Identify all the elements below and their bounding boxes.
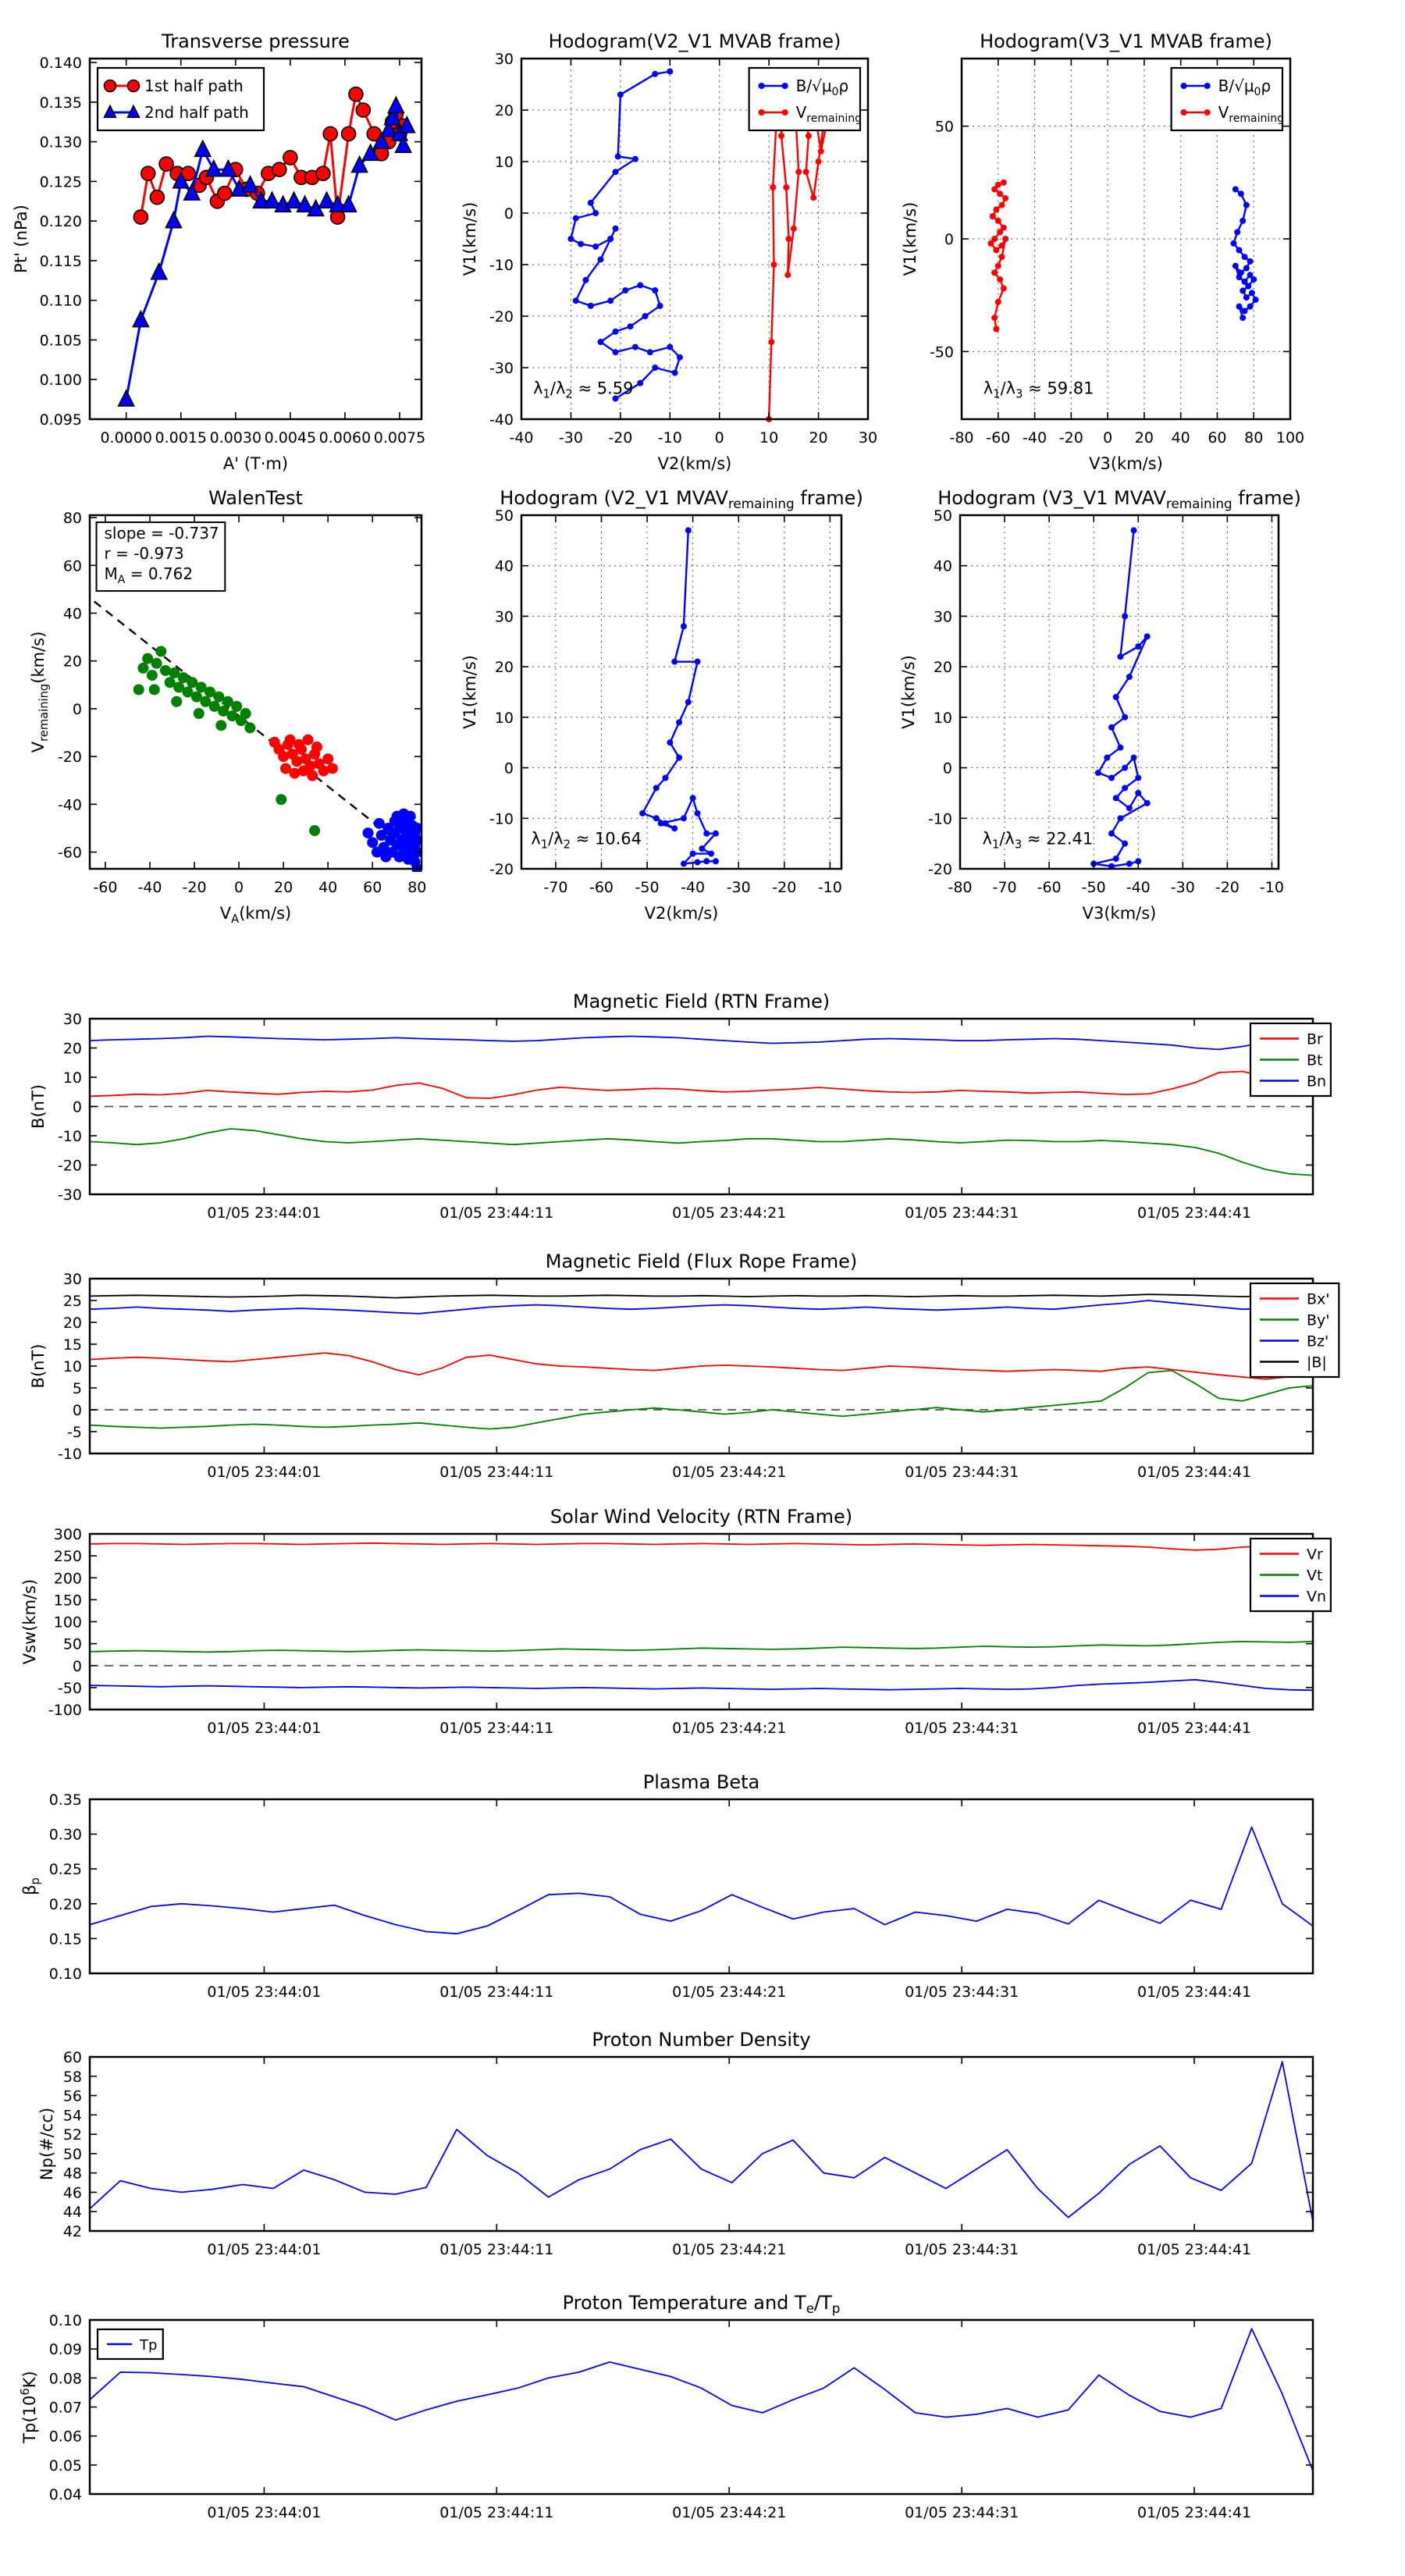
svg-text:-10: -10 (817, 879, 842, 896)
svg-text:-50: -50 (1081, 879, 1106, 896)
svg-text:80: 80 (1244, 429, 1264, 447)
svg-text:01/05 23:44:11: 01/05 23:44:11 (439, 2504, 554, 2521)
plasma-beta-series (90, 1827, 1313, 1934)
plot-proton-temperature (19, 2292, 1313, 2521)
svg-text:0: 0 (72, 700, 82, 718)
svg-text:Bx': Bx' (1307, 1290, 1330, 1308)
svg-text:10: 10 (494, 154, 514, 171)
svg-text:0.08: 0.08 (48, 2370, 82, 2388)
svg-text:250: 250 (53, 1548, 82, 1566)
plot-magnetic-field-rtn (29, 991, 1327, 1222)
svg-text:-60: -60 (93, 879, 118, 896)
svg-text:Vremaining: $V_{remaining}$ (1218, 103, 1285, 125)
svg-text:10: 10 (494, 709, 514, 727)
svg-text:20: 20 (809, 429, 828, 447)
mag-rtn-series (90, 1037, 1313, 1176)
svg-text:0.20: 0.20 (48, 1895, 82, 1913)
svg-text:-20: -20 (1058, 429, 1083, 447)
svg-text:Magnetic Field (Flux Rope Fram: Magnetic Field (Flux Rope Frame) (545, 1251, 858, 1272)
svg-text:-10: -10 (489, 810, 514, 828)
svg-text:r = -0.973: r = -0.973 (104, 544, 184, 564)
svg-text:50: 50 (933, 507, 952, 525)
svg-text:-10: -10 (927, 810, 952, 828)
svg-text:Solar Wind Velocity (RTN Frame: Solar Wind Velocity (RTN Frame) (550, 1506, 853, 1528)
svg-text:0.0075: 0.0075 (373, 429, 426, 447)
svg-text:20: 20 (494, 102, 514, 119)
svg-text:01/05 23:44:21: 01/05 23:44:21 (672, 2504, 787, 2521)
svg-text:20: 20 (274, 879, 293, 896)
svg-text:01/05 23:44:11: 01/05 23:44:11 (439, 1204, 554, 1222)
plot-hodogram-v3v1-mvav (899, 487, 1301, 923)
svg-text:46: 46 (62, 2184, 82, 2202)
svg-text:-80: -80 (948, 879, 973, 896)
mag-rtn-svg (29, 991, 1327, 1222)
svg-text:0.0015: 0.0015 (155, 429, 208, 447)
svg-text:20: 20 (62, 1315, 82, 1332)
svg-text:01/05 23:44:11: 01/05 23:44:11 (439, 1984, 554, 2001)
svg-text:-40: -40 (681, 879, 706, 896)
svg-text:01/05 23:44:41: 01/05 23:44:41 (1136, 1204, 1252, 1222)
proton-temp-series (90, 2329, 1313, 2471)
svg-text:60: 60 (1208, 429, 1227, 447)
svg-text:1st half path: 1st half path (144, 76, 244, 95)
svg-text:0.15: 0.15 (48, 1930, 82, 1948)
svg-text:44: 44 (62, 2204, 82, 2222)
svg-text:01/05 23:44:01: 01/05 23:44:01 (207, 1464, 322, 1481)
svg-text:42: 42 (62, 2223, 82, 2240)
svg-text:Hodogram(V2_V1 MVAB frame): Hodogram(V2_V1 MVAB frame) (548, 30, 841, 52)
transverse-pressure-legend (98, 68, 264, 130)
svg-text:-40: -40 (509, 429, 534, 447)
svg-text:01/05 23:44:01: 01/05 23:44:01 (207, 1984, 322, 2001)
walen-test-svg (29, 487, 427, 926)
svg-text:-50: -50 (57, 1679, 82, 1697)
svg-text:λ1/λ3 ≈ 22.41: $\lambda_1/\lambda_3 \approx 22.41$ (982, 829, 1094, 852)
vsw-rtn-legend (1250, 1539, 1331, 1611)
svg-text:V2(km/s): V2(km/s) (657, 454, 732, 473)
svg-text:15: 15 (62, 1336, 82, 1354)
svg-text:-20: -20 (182, 879, 207, 896)
svg-text:0.0000: 0.0000 (100, 429, 152, 447)
svg-text:Pt' (nPa): Pt' (nPa) (12, 205, 30, 273)
svg-text:λ1/λ2 ≈ 5.59: $\lambda_1/\lambda_2 \approx 5.59$ (533, 379, 634, 401)
svg-text:60: 60 (62, 557, 82, 575)
svg-text:-30: -30 (489, 360, 514, 377)
svg-text:01/05 23:44:31: 01/05 23:44:31 (905, 1984, 1019, 2001)
svg-text:01/05 23:44:11: 01/05 23:44:11 (439, 1464, 554, 1481)
hodogram-v2v1-mvab-svg (461, 30, 878, 473)
svg-text:150: 150 (53, 1592, 82, 1610)
svg-text:10: 10 (62, 1358, 82, 1375)
svg-text:Tp: Tp (140, 2337, 158, 2354)
svg-text:0.0045: 0.0045 (264, 429, 317, 447)
svg-text:-20: -20 (608, 429, 633, 447)
svg-text:-20: -20 (772, 879, 797, 896)
svg-text:01/05 23:44:31: 01/05 23:44:31 (905, 2241, 1019, 2258)
svg-text:0.04: 0.04 (48, 2486, 82, 2503)
svg-text:60: 60 (363, 879, 382, 896)
svg-text:10: 10 (933, 709, 952, 727)
svg-text:0: 0 (714, 429, 724, 447)
svg-text:80: 80 (407, 879, 427, 896)
svg-text:0: 0 (1103, 429, 1113, 447)
svg-text:80: 80 (62, 510, 82, 528)
svg-text:-40: -40 (1023, 429, 1048, 447)
svg-text:Hodogram (V3_V1 MVAVremaining: Hodogram (V3_V1 $MVAV_{remaining}$ frame) (937, 487, 1301, 511)
proton-density-svg (37, 2029, 1313, 2258)
svg-text:-80: -80 (949, 429, 974, 447)
svg-text:200: 200 (53, 1570, 82, 1588)
svg-text:-30: -30 (558, 429, 583, 447)
svg-text:-50: -50 (929, 343, 954, 361)
svg-text:0.140: 0.140 (39, 55, 82, 73)
svg-text:0.0060: 0.0060 (318, 429, 372, 447)
svg-text:0.135: 0.135 (39, 94, 82, 112)
svg-text:Transverse pressure: Transverse pressure (162, 30, 350, 52)
svg-text:40: 40 (62, 605, 82, 623)
svg-text:20: 20 (62, 653, 82, 671)
svg-text:25: 25 (62, 1293, 82, 1310)
svg-text:-5: -5 (67, 1424, 82, 1441)
svg-text:01/05 23:44:01: 01/05 23:44:01 (207, 1204, 322, 1222)
svg-text:01/05 23:44:21: 01/05 23:44:21 (672, 1204, 787, 1222)
svg-text:Proton Temperature and Te/Tp: Proton Temperature and $T_e/T_p$ (562, 2292, 841, 2316)
svg-text:0.095: 0.095 (39, 411, 82, 429)
plot-hodogram-v2v1-mvav (461, 487, 863, 923)
svg-text:40: 40 (933, 557, 952, 575)
svg-text:300: 300 (53, 1526, 82, 1543)
svg-text:01/05 23:44:21: 01/05 23:44:21 (672, 1984, 787, 2001)
svg-text:V3(km/s): V3(km/s) (1082, 904, 1157, 923)
svg-text:0.25: 0.25 (48, 1861, 82, 1879)
svg-text:100: 100 (53, 1614, 82, 1631)
svg-text:-30: -30 (57, 1187, 82, 1204)
plot-magnetic-field-fluxrope (29, 1251, 1330, 1481)
svg-text:Vremaining: $V_{remaining}$ (795, 103, 863, 125)
svg-text:λ1/λ3 ≈ 59.81: $\lambda_1/\lambda_3 \approx 59.81$ (983, 379, 1094, 401)
svg-text:-10: -10 (57, 1446, 82, 1463)
svg-text:01/05 23:44:11: 01/05 23:44:11 (439, 1720, 554, 1737)
svg-text:20: 20 (1134, 429, 1154, 447)
svg-text:5: 5 (72, 1380, 82, 1397)
svg-text:01/05 23:44:21: 01/05 23:44:21 (672, 1464, 787, 1481)
svg-text:30: 30 (62, 1011, 82, 1028)
svg-text:100: 100 (1275, 429, 1305, 447)
svg-text:Br: Br (1307, 1030, 1323, 1048)
transverse-pressure-svg (12, 30, 426, 473)
svg-text:0: 0 (234, 879, 244, 896)
svg-text:-60: -60 (1037, 879, 1062, 896)
svg-text:0.35: 0.35 (48, 1791, 82, 1809)
svg-text:B(nT): B(nT) (29, 1343, 48, 1389)
proton-temp-svg (19, 2292, 1313, 2521)
svg-text:50: 50 (494, 507, 514, 525)
svg-text:-40: -40 (137, 879, 162, 896)
hodogram-v3v1-mvav-svg (899, 487, 1301, 923)
plot-solar-wind-velocity (20, 1506, 1327, 1737)
svg-text:-10: -10 (1259, 879, 1284, 896)
svg-text:-40: -40 (489, 411, 514, 429)
hodogram-v2v1-mvab-legend (749, 68, 862, 130)
svg-text:01/05 23:44:41: 01/05 23:44:41 (1136, 1984, 1252, 2001)
mag-fluxrope-series (90, 1294, 1313, 1429)
plot-walen-test (29, 487, 427, 926)
svg-text:-30: -30 (726, 879, 751, 896)
svg-text:-100: -100 (48, 1702, 82, 1719)
svg-text:-60: -60 (57, 844, 82, 862)
svg-text:-50: -50 (635, 879, 660, 896)
proton-density-series (90, 2062, 1313, 2221)
svg-text:Tp(106K): $Tp(10^6K)$ (19, 2371, 39, 2443)
svg-text:-60: -60 (986, 429, 1011, 447)
mag-fluxrope-svg (29, 1251, 1330, 1481)
svg-text:-10: -10 (489, 257, 514, 274)
svg-text:0.125: 0.125 (39, 173, 82, 191)
svg-text:-20: -20 (1215, 879, 1240, 896)
svg-text:WalenTest: WalenTest (208, 487, 303, 509)
mag-rtn-legend (1250, 1023, 1331, 1096)
svg-text:0.05: 0.05 (48, 2457, 82, 2475)
svg-text:MA = 0.762: $M_A = 0.762$ (104, 564, 194, 587)
svg-text:30: 30 (494, 51, 514, 68)
svg-text:Vremaining(km/s): $V_{remaining}(km/s)$ (29, 631, 51, 753)
svg-text:20: 20 (494, 659, 514, 677)
svg-text:Vr: Vr (1307, 1546, 1323, 1564)
svg-text:50: 50 (934, 118, 954, 136)
svg-text:βp: $\beta_p$ (20, 1877, 42, 1895)
svg-text:01/05 23:44:01: 01/05 23:44:01 (207, 1720, 322, 1737)
svg-text:-20: -20 (489, 308, 514, 326)
svg-text:0: 0 (942, 760, 952, 777)
hodogram-v3v1-mvab-legend (1172, 68, 1284, 130)
plot-hodogram-v2v1-mvab (461, 30, 878, 473)
svg-text:V1(km/s): V1(km/s) (899, 655, 918, 729)
transverse-pressure-series (119, 87, 415, 406)
svg-text:56: 56 (62, 2087, 82, 2105)
svg-text:|B|: |B| (1307, 1354, 1327, 1372)
svg-text:-20: -20 (57, 749, 82, 767)
svg-text:-20: -20 (927, 861, 952, 878)
svg-text:30: 30 (62, 1271, 82, 1288)
svg-text:-10: -10 (657, 429, 682, 447)
svg-text:0.10: 0.10 (48, 2312, 82, 2329)
svg-text:0.07: 0.07 (48, 2399, 82, 2417)
walen-test-series (94, 602, 423, 875)
svg-text:Bn: Bn (1307, 1073, 1327, 1091)
svg-text:V1(km/s): V1(km/s) (461, 655, 479, 729)
svg-text:58: 58 (62, 2068, 82, 2086)
svg-text:40: 40 (494, 557, 514, 575)
svg-text:-60: -60 (589, 879, 614, 896)
svg-text:B/√μ0ρ: $B/√\mu_0\rho$ (1218, 76, 1272, 98)
svg-text:0: 0 (72, 1098, 82, 1116)
proton-temp-legend (98, 2329, 163, 2359)
svg-text:-30: -30 (1170, 879, 1195, 896)
svg-text:A' (T·m): A' (T·m) (222, 454, 289, 473)
svg-text:01/05 23:44:01: 01/05 23:44:01 (207, 2504, 322, 2521)
plot-proton-density (37, 2029, 1313, 2258)
svg-text:10: 10 (759, 429, 779, 447)
svg-text:01/05 23:44:31: 01/05 23:44:31 (905, 1720, 1019, 1737)
svg-text:0.09: 0.09 (48, 2341, 82, 2359)
plot-plasma-beta (20, 1771, 1313, 2001)
plot-hodogram-v3v1-mvab (901, 30, 1305, 473)
svg-text:Magnetic Field (RTN Frame): Magnetic Field (RTN Frame) (572, 991, 831, 1012)
svg-text:Plasma Beta: Plasma Beta (642, 1771, 760, 1793)
svg-text:B/√μ0ρ: $B/√\mu_0\rho$ (795, 76, 849, 98)
svg-text:01/05 23:44:41: 01/05 23:44:41 (1136, 2241, 1252, 2258)
hodogram-v2v1-mvav-svg (461, 487, 863, 923)
svg-text:01/05 23:44:31: 01/05 23:44:31 (905, 1464, 1019, 1481)
svg-text:By': By' (1307, 1311, 1330, 1329)
svg-text:01/05 23:44:01: 01/05 23:44:01 (207, 2241, 322, 2258)
svg-text:01/05 23:44:41: 01/05 23:44:41 (1136, 1464, 1252, 1481)
svg-text:-40: -40 (1126, 879, 1151, 896)
svg-text:01/05 23:44:41: 01/05 23:44:41 (1136, 2504, 1252, 2521)
svg-text:0.120: 0.120 (39, 213, 82, 231)
svg-text:0.0030: 0.0030 (209, 429, 262, 447)
svg-text:Np(#/cc): Np(#/cc) (37, 2107, 56, 2181)
svg-text:0.100: 0.100 (39, 372, 82, 390)
mag-fluxrope-legend (1250, 1283, 1339, 1377)
svg-text:0: 0 (503, 760, 514, 777)
svg-text:-20: -20 (489, 861, 514, 878)
svg-text:Hodogram (V2_V1 MVAVremaining: Hodogram (V2_V1 $MVAV_{remaining}$ frame) (500, 487, 863, 511)
svg-text:0.105: 0.105 (39, 332, 82, 350)
hodogram-v3v1-mvab-svg (901, 30, 1305, 473)
svg-text:01/05 23:44:11: 01/05 23:44:11 (439, 2241, 554, 2258)
hodogram-v2v1-mvav-series (639, 527, 719, 866)
svg-text:0.115: 0.115 (39, 252, 82, 270)
svg-text:0: 0 (72, 1402, 82, 1419)
svg-text:slope = -0.737: slope = -0.737 (104, 524, 219, 543)
svg-text:0: 0 (944, 231, 954, 248)
svg-text:20: 20 (933, 659, 952, 677)
svg-text:V2(km/s): V2(km/s) (644, 904, 719, 923)
vsw-rtn-series (90, 1543, 1313, 1691)
svg-text:01/05 23:44:31: 01/05 23:44:31 (905, 2504, 1019, 2521)
svg-text:10: 10 (62, 1069, 82, 1087)
svg-text:0.30: 0.30 (48, 1826, 82, 1844)
svg-text:20: 20 (62, 1040, 82, 1058)
svg-text:Vsw(km/s): Vsw(km/s) (20, 1578, 39, 1665)
vsw-rtn-svg (20, 1506, 1327, 1737)
svg-text:0.110: 0.110 (39, 292, 82, 310)
svg-text:V1(km/s): V1(km/s) (461, 201, 479, 276)
svg-text:01/05 23:44:21: 01/05 23:44:21 (672, 1720, 787, 1737)
svg-text:50: 50 (62, 1635, 82, 1653)
svg-text:2nd half path: 2nd half path (144, 103, 249, 122)
svg-text:30: 30 (858, 429, 878, 447)
svg-text:B(nT): B(nT) (29, 1084, 48, 1129)
svg-text:01/05 23:44:21: 01/05 23:44:21 (672, 2241, 787, 2258)
svg-text:52: 52 (62, 2126, 82, 2144)
svg-text:0.130: 0.130 (39, 133, 82, 151)
svg-text:-20: -20 (57, 1157, 82, 1175)
svg-text:-10: -10 (57, 1128, 82, 1145)
svg-text:Vn: Vn (1307, 1588, 1327, 1606)
svg-text:Vt: Vt (1307, 1567, 1323, 1585)
svg-text:Hodogram(V3_V1 MVAB frame): Hodogram(V3_V1 MVAB frame) (980, 30, 1272, 52)
svg-text:λ1/λ2 ≈ 10.64: $\lambda_1/\lambda_2 \approx 10.64$ (531, 829, 642, 852)
hodogram-v3v1-mvab-series (987, 180, 1258, 333)
svg-text:0.06: 0.06 (48, 2428, 82, 2446)
svg-text:V3(km/s): V3(km/s) (1089, 454, 1163, 473)
svg-text:-70: -70 (543, 879, 568, 896)
svg-text:50: 50 (62, 2145, 82, 2163)
svg-text:VA(km/s): $V_A(km/s)$ (219, 904, 292, 926)
svg-text:30: 30 (494, 608, 514, 626)
svg-text:40: 40 (318, 879, 338, 896)
svg-text:40: 40 (1171, 429, 1190, 447)
svg-text:01/05 23:44:31: 01/05 23:44:31 (905, 1204, 1019, 1222)
svg-text:0: 0 (503, 205, 514, 222)
svg-text:30: 30 (933, 608, 952, 626)
svg-text:0: 0 (72, 1657, 82, 1675)
svg-text:54: 54 (62, 2107, 82, 2125)
svg-text:-70: -70 (992, 879, 1017, 896)
svg-text:Bz': Bz' (1307, 1332, 1329, 1350)
svg-text:Proton Number Density: Proton Number Density (592, 2029, 811, 2051)
plot-transverse-pressure (12, 30, 426, 473)
svg-text:0.10: 0.10 (48, 1966, 82, 1983)
svg-text:V1(km/s): V1(km/s) (901, 201, 919, 276)
svg-text:-40: -40 (57, 796, 82, 814)
svg-text:01/05 23:44:41: 01/05 23:44:41 (1136, 1720, 1252, 1737)
svg-text:60: 60 (62, 2049, 82, 2066)
svg-text:48: 48 (62, 2165, 82, 2183)
svg-text:Bt: Bt (1307, 1051, 1323, 1069)
